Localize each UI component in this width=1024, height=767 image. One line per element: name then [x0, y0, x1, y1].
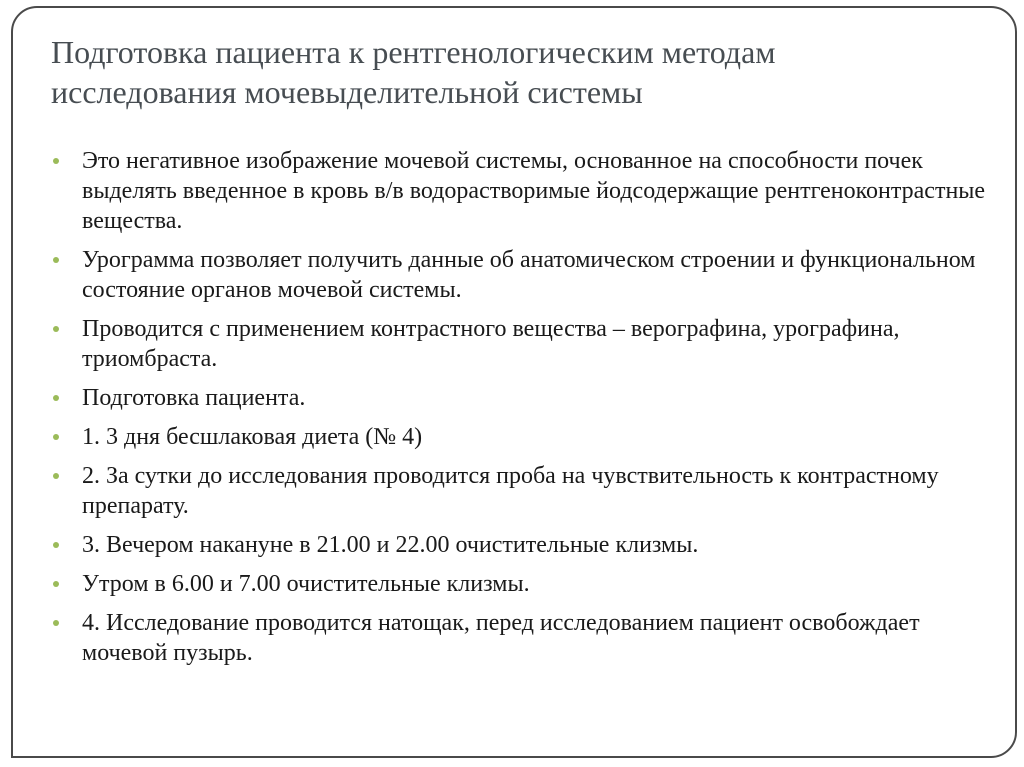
bullet-text: 1. 3 дня бесшлаковая диета (№ 4) — [82, 424, 423, 450]
bullet-list — [49, 146, 999, 677]
slide — [11, 6, 1017, 758]
slide-title — [51, 32, 991, 112]
bullet-item — [49, 383, 999, 413]
bullet-text: 4. Исследование проводится натощак, перед исследованием пациент освобождает мочевой пузырь. — [82, 610, 920, 666]
bullet-item — [49, 461, 999, 521]
bullet-item — [49, 569, 999, 599]
bullet-text: 2. За сутки до исследования проводится проба на чувствительность к контрастному препарату. — [82, 463, 939, 519]
bullet-dot-icon — [53, 434, 59, 440]
bullet-dot-icon — [53, 542, 59, 548]
bullet-text: Утром в 6.00 и 7.00 очистительные клизмы. — [82, 571, 530, 597]
bullet-dot-icon — [53, 257, 59, 263]
bullet-item — [49, 422, 999, 452]
bullet-dot-icon — [53, 326, 59, 332]
bullet-dot-icon — [53, 581, 59, 587]
bullet-dot-icon — [53, 473, 59, 479]
bullet-text: Это негативное изображение мочевой системы, основанное на способности почек выделять введенное в кровь в/в водорастворимые йодсодержащие рентгеноконтрастные вещества. — [82, 148, 986, 234]
bullet-text: 3. Вечером накануне в 21.00 и 22.00 очистительные клизмы. — [82, 532, 699, 558]
bullet-item — [49, 314, 999, 374]
bullet-dot-icon — [53, 395, 59, 401]
bullet-dot-icon — [53, 158, 59, 164]
bullet-text: Подготовка пациента. — [82, 385, 306, 411]
title-line-1: Подготовка пациента к рентгенологическим методам — [51, 34, 776, 70]
bullet-item — [49, 146, 999, 236]
bullet-dot-icon — [53, 620, 59, 626]
title-line-2: исследования мочевыделительной системы — [51, 74, 643, 110]
bullet-item — [49, 608, 999, 668]
bullet-item — [49, 245, 999, 305]
bullet-item — [49, 530, 999, 560]
bullet-text: Проводится с применением контрастного вещества – верографина, урографина, триомбраста. — [82, 316, 900, 372]
bullet-text: Урограмма позволяет получить данные об анатомическом строении и функциональном состояние органов мочевой системы. — [82, 247, 976, 303]
